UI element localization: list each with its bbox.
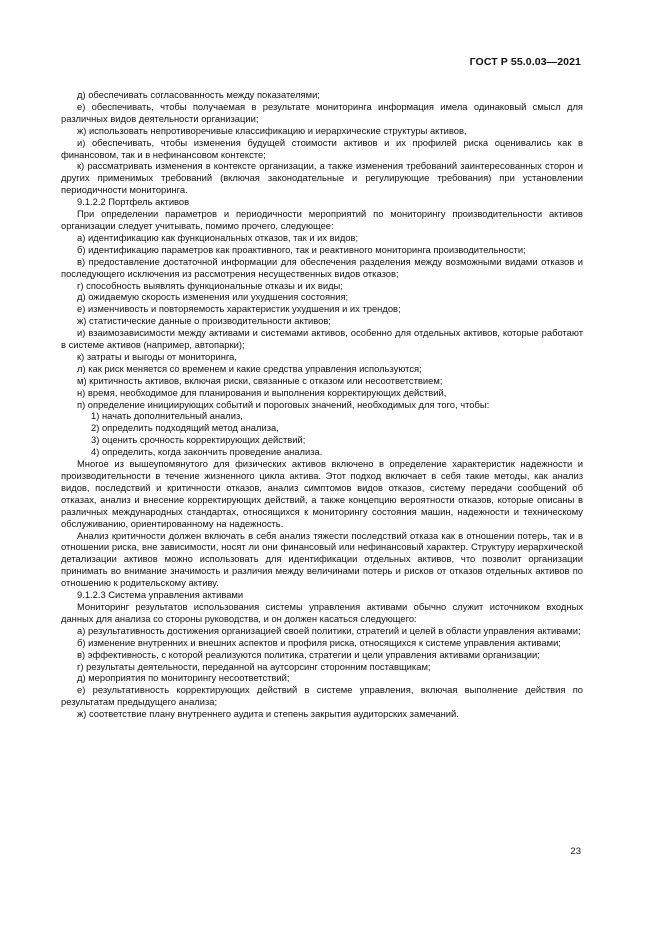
document-body bbox=[61, 89, 583, 720]
paragraph: Мониторинг результатов использования системы управления активами обычно служит источником входных данных для анализа со стороны руководства, и он должен касаться следующего: bbox=[61, 600, 583, 624]
paragraph: Анализ критичности должен включать в себя анализ тяжести последствий отказа как в отношении потерь, так и в отношении риска, вне зависимости, носят ли они финансовый или нефинансовый характер. Структуру иерархической детализации активов можно использовать для идентификации отдельных активов, что позволит организации принимать во внимание значимость и различия между величинами потерь и рисков от отказов отдельных активов по отношению к родительскому активу. bbox=[61, 529, 583, 589]
paragraph: ж) статистические данные о производительности активов; bbox=[77, 315, 331, 327]
paragraph: а) результативность достижения организацией своей политики, стратегий и целей в области управления активами; bbox=[77, 624, 581, 636]
paragraph: в) предоставление достаточной информации для обеспечения разделения между возможными видами отказов и последующего исключения из рассмотрения несущественных видов отказов; bbox=[61, 255, 583, 279]
list-subitem: 2) определить подходящий метод анализа, bbox=[91, 422, 279, 434]
paragraph: м) критичность активов, включая риски, связанные с отказом или несоответствием; bbox=[77, 374, 443, 386]
paragraph: к) затраты и выгоды от мониторинга, bbox=[77, 350, 237, 362]
paragraph: а) идентификацию как функциональных отказов, так и их видов; bbox=[77, 231, 359, 243]
paragraph: е) изменчивость и повторяемость характеристик ухудшения и их трендов; bbox=[77, 303, 401, 315]
paragraph: б) идентификацию параметров как проактивного, так и реактивного мониторинга производительности; bbox=[77, 243, 526, 255]
list-subitem: 1) начать дополнительный анализ, bbox=[91, 410, 243, 422]
list-subitem: 3) оценить срочность корректирующих действий; bbox=[91, 434, 306, 446]
page-number: 23 bbox=[570, 846, 581, 857]
paragraph: г) результаты деятельности, переданной на аутсорсинг сторонним поставщикам; bbox=[77, 660, 431, 672]
paragraph: д) мероприятия по мониторингу несоответствий; bbox=[77, 672, 290, 684]
paragraph: г) способность выявлять функциональные отказы и их виды; bbox=[77, 279, 343, 291]
paragraph: к) рассматривать изменения в контексте организации, а также изменения требований заинтересованных сторон и других применимых требований (включая законодательные и регулирующие требования) при установлении периодичности мониторинга. bbox=[61, 160, 583, 196]
paragraph: л) как риск меняется со временем и какие средства управления используются; bbox=[77, 362, 422, 374]
paragraph: Многое из вышеупомянутого для физических активов включено в определение характеристик надежности и производительности в течение жизненного цикла актива. Этот подход включает в себя такие методы, как анализ видов, последствий и критичности отказов, анализ симптомов видов отказов, систему передачи сообщений об отказах, анализ и внесение корректирующих действий, а также концепцию вероятности отказов, которые описаны в различных международных стандартах, относящихся к мониторингу состояния машин, надежности и техническому обслуживанию, ориентированному на надежность. bbox=[61, 458, 583, 529]
paragraph: ж) соответствие плану внутреннего аудита и степень закрытия аудиторских замечаний. bbox=[77, 708, 459, 720]
paragraph: 9.1.2.2 Портфель активов bbox=[77, 196, 190, 208]
paragraph: д) обеспечивать согласованность между показателями; bbox=[77, 89, 320, 100]
paragraph: е) обеспечивать, чтобы получаемая в результате мониторинга информация имела одинаковый смысл для различных видов деятельности организации; bbox=[61, 100, 583, 124]
document-header: ГОСТ Р 55.0.03—2021 bbox=[469, 56, 581, 68]
paragraph: б) изменение внутренних и внешних аспектов и профиля риска, относящихся к системе управления активами; bbox=[77, 636, 561, 648]
paragraph: п) определение инициирующих событий и пороговых значений, необходимых для того, чтобы: bbox=[77, 398, 490, 410]
paragraph: и) обеспечивать, чтобы изменения будущей стоимости активов и их профилей риска оценивались как в финансовом, так и в нефинансовом контексте; bbox=[61, 136, 583, 160]
paragraph: н) время, необходимое для планирования и выполнения корректирующих действий, bbox=[77, 386, 447, 398]
paragraph: е) результативность корректирующих действий в системе управления, включая выполнение действия по результатам предыдущего анализа; bbox=[61, 684, 583, 708]
paragraph: д) ожидаемую скорость изменения или ухудшения состояния; bbox=[77, 291, 349, 303]
list-subitem: 4) определить, когда закончить проведение анализа. bbox=[91, 446, 323, 458]
paragraph: 9.1.2.3 Система управления активами bbox=[77, 589, 244, 601]
paragraph: При определении параметров и периодичности мероприятий по мониторингу производительности активов организации следует учитывать, помимо прочего, следующее: bbox=[61, 208, 583, 231]
paragraph: и) взаимозависимости между активами и системами активов, особенно для отдельных активов, которые работают в системе активов (например, автопарки); bbox=[61, 327, 583, 351]
paragraph: в) эффективность, с которой реализуются политика, стратегии и цели управления активами организации; bbox=[77, 648, 540, 660]
paragraph: ж) использовать непротиворечивые классификацию и иерархические структуры активов, bbox=[77, 124, 467, 136]
